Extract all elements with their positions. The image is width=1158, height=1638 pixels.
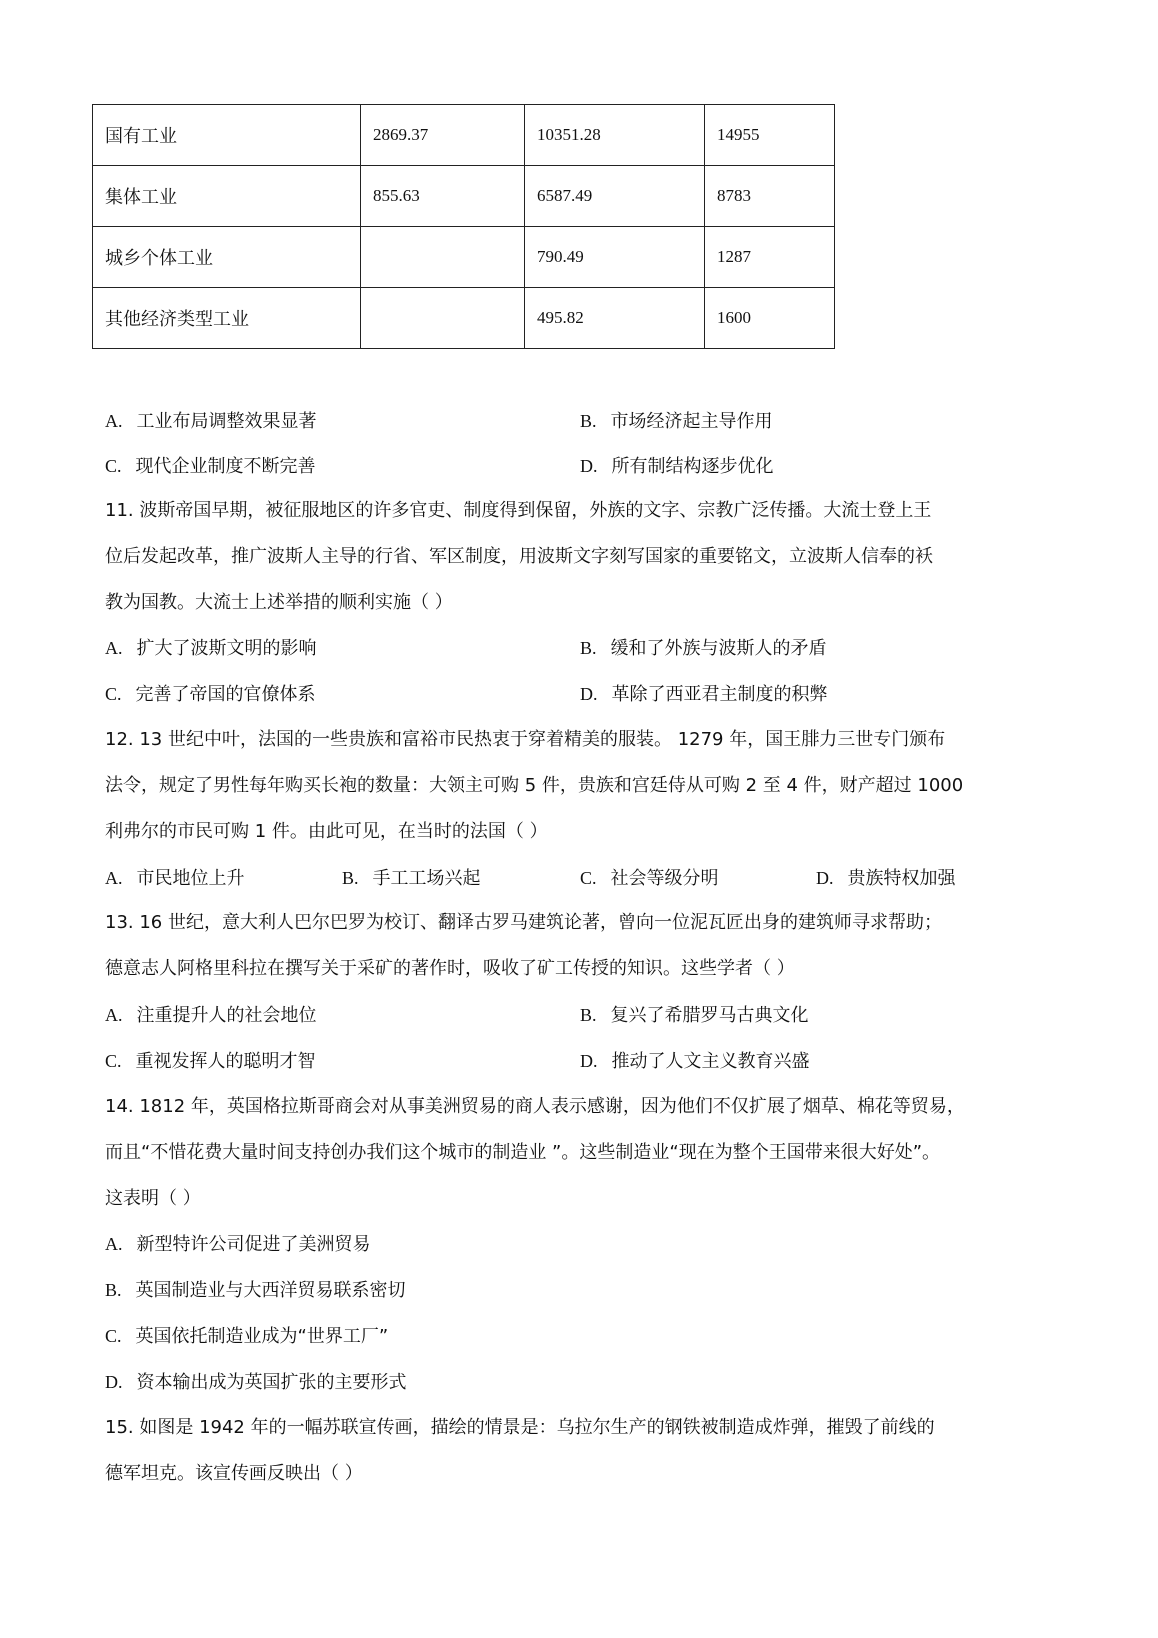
table-row [93, 227, 835, 288]
option-label: D. [580, 684, 598, 704]
table-cell: 855.63 [361, 166, 525, 227]
q12-option-d [816, 866, 956, 891]
option-text: 注重提升人的社会地位 [136, 1005, 317, 1026]
q14-stem-line: 而且“不惜花费大量时间支持创办我们这个城市的制造业 ”。这些制造业“现在为整个王国带来很大好处”。 [105, 1142, 941, 1163]
option-text: 资本输出成为英国扩张的主要形式 [136, 1372, 407, 1393]
q13-option-a [105, 1003, 317, 1028]
q14-stem-line: 14. 1812 年，英国格拉斯哥商会对从事美洲贸易的商人表示感谢，因为他们不仅扩展了烟草、棉花等贸易， [105, 1096, 965, 1117]
table-cell: 1600 [705, 288, 835, 349]
option-text: 革除了西亚君主制度的积弊 [611, 684, 828, 705]
option-text: 现代企业制度不断完善 [135, 456, 316, 477]
q14-option-a [105, 1232, 371, 1257]
table-row [93, 105, 835, 166]
option-label: C. [105, 456, 122, 476]
table-cell [361, 227, 525, 288]
q10-option-a [105, 409, 317, 434]
q10-option-c [105, 454, 316, 479]
option-text: 扩大了波斯文明的影响 [136, 638, 317, 659]
option-label: B. [580, 638, 597, 658]
q14-option-c [105, 1324, 388, 1349]
option-label: B. [342, 868, 359, 888]
option-text: 缓和了外族与波斯人的矛盾 [610, 638, 827, 659]
table-cell: 国有工业 [93, 105, 361, 166]
option-label: C. [105, 1051, 122, 1071]
table-cell: 6587.49 [525, 166, 705, 227]
option-text: 社会等级分明 [610, 868, 719, 889]
option-label: B. [580, 411, 597, 431]
table-cell: 10351.28 [525, 105, 705, 166]
q12-option-b [342, 866, 481, 891]
option-text: 贵族特权加强 [847, 868, 956, 889]
q11-stem-line: 教为国教。大流士上述举措的顺利实施（ ） [105, 592, 453, 613]
q11-stem-line: 11. 波斯帝国早期，被征服地区的许多官吏、制度得到保留，外族的文字、宗教广泛传播。大流士登上王 [105, 500, 932, 521]
option-text: 新型特许公司促进了美洲贸易 [136, 1234, 371, 1255]
q12-option-c [580, 866, 719, 891]
q14-stem-line: 这表明（ ） [105, 1188, 201, 1209]
table-cell: 8783 [705, 166, 835, 227]
table-cell: 14955 [705, 105, 835, 166]
q10-option-d [580, 454, 774, 479]
table-cell: 城乡个体工业 [93, 227, 361, 288]
table-row [93, 288, 835, 349]
table-cell: 其他经济类型工业 [93, 288, 361, 349]
option-label: A. [105, 411, 123, 431]
option-text: 重视发挥人的聪明才智 [135, 1051, 316, 1072]
option-text: 复兴了希腊罗马古典文化 [610, 1005, 809, 1026]
q11-option-b [580, 636, 827, 661]
option-label: A. [105, 638, 123, 658]
q15-stem-line: 德军坦克。该宣传画反映出（ ） [105, 1463, 363, 1484]
q11-option-d [580, 682, 828, 707]
option-label: C. [580, 868, 597, 888]
table-row [93, 166, 835, 227]
q11-option-a [105, 636, 317, 661]
q12-stem-line: 法令，规定了男性每年购买长袍的数量：大领主可购 5 件，贵族和宫廷侍从可购 2 至 4 件，财产超过 1000 [105, 775, 964, 796]
q11-option-c [105, 682, 316, 707]
option-label: A. [105, 868, 123, 888]
q13-option-d [580, 1049, 810, 1074]
q12-stem-line: 12. 13 世纪中叶，法国的一些贵族和富裕市民热衷于穿着精美的服装。 1279 年，国王腓力三世专门颁布 [105, 729, 946, 750]
option-text: 所有制结构逐步优化 [611, 456, 774, 477]
q15-stem-line: 15. 如图是 1942 年的一幅苏联宣传画，描绘的情景是：乌拉尔生产的钢铁被制造成炸弹，摧毁了前线的 [105, 1417, 935, 1438]
q12-option-a [105, 866, 245, 891]
q13-option-c [105, 1049, 316, 1074]
option-text: 完善了帝国的官僚体系 [135, 684, 316, 705]
option-label: C. [105, 1326, 122, 1346]
option-label: D. [580, 456, 598, 476]
option-label: B. [105, 1280, 122, 1300]
table-cell [361, 288, 525, 349]
q13-option-b [580, 1003, 809, 1028]
q14-option-b [105, 1278, 406, 1303]
industry-output-table [92, 104, 835, 349]
table-cell: 集体工业 [93, 166, 361, 227]
q11-stem-line: 位后发起改革，推广波斯人主导的行省、军区制度，用波斯文字刻写国家的重要铭文，立波斯人信奉的袄 [105, 546, 933, 567]
table-cell: 2869.37 [361, 105, 525, 166]
option-text: 市场经济起主导作用 [610, 411, 773, 432]
option-text: 推动了人文主义教育兴盛 [611, 1051, 810, 1072]
option-text: 英国依托制造业成为“世界工厂” [135, 1326, 389, 1347]
table-cell: 790.49 [525, 227, 705, 288]
q13-stem-line: 13. 16 世纪，意大利人巴尔巴罗为校订、翻译古罗马建筑论著，曾向一位泥瓦匠出身的建筑师寻求帮助； [105, 912, 942, 933]
q10-option-b [580, 409, 773, 434]
q13-stem-line: 德意志人阿格里科拉在撰写关于采矿的著作时，吸收了矿工传授的知识。这些学者（ ） [105, 958, 795, 979]
option-label: A. [105, 1005, 123, 1025]
option-text: 英国制造业与大西洋贸易联系密切 [135, 1280, 406, 1301]
option-text: 手工工场兴起 [372, 868, 481, 889]
option-text: 工业布局调整效果显著 [136, 411, 317, 432]
option-label: A. [105, 1234, 123, 1254]
q12-stem-line: 利弗尔的市民可购 1 件。由此可见，在当时的法国（ ） [105, 821, 548, 842]
option-text: 市民地位上升 [136, 868, 245, 889]
option-label: D. [105, 1372, 123, 1392]
option-label: D. [816, 868, 834, 888]
table-cell: 495.82 [525, 288, 705, 349]
option-label: B. [580, 1005, 597, 1025]
q14-option-d [105, 1370, 407, 1395]
option-label: D. [580, 1051, 598, 1071]
option-label: C. [105, 684, 122, 704]
table-cell: 1287 [705, 227, 835, 288]
